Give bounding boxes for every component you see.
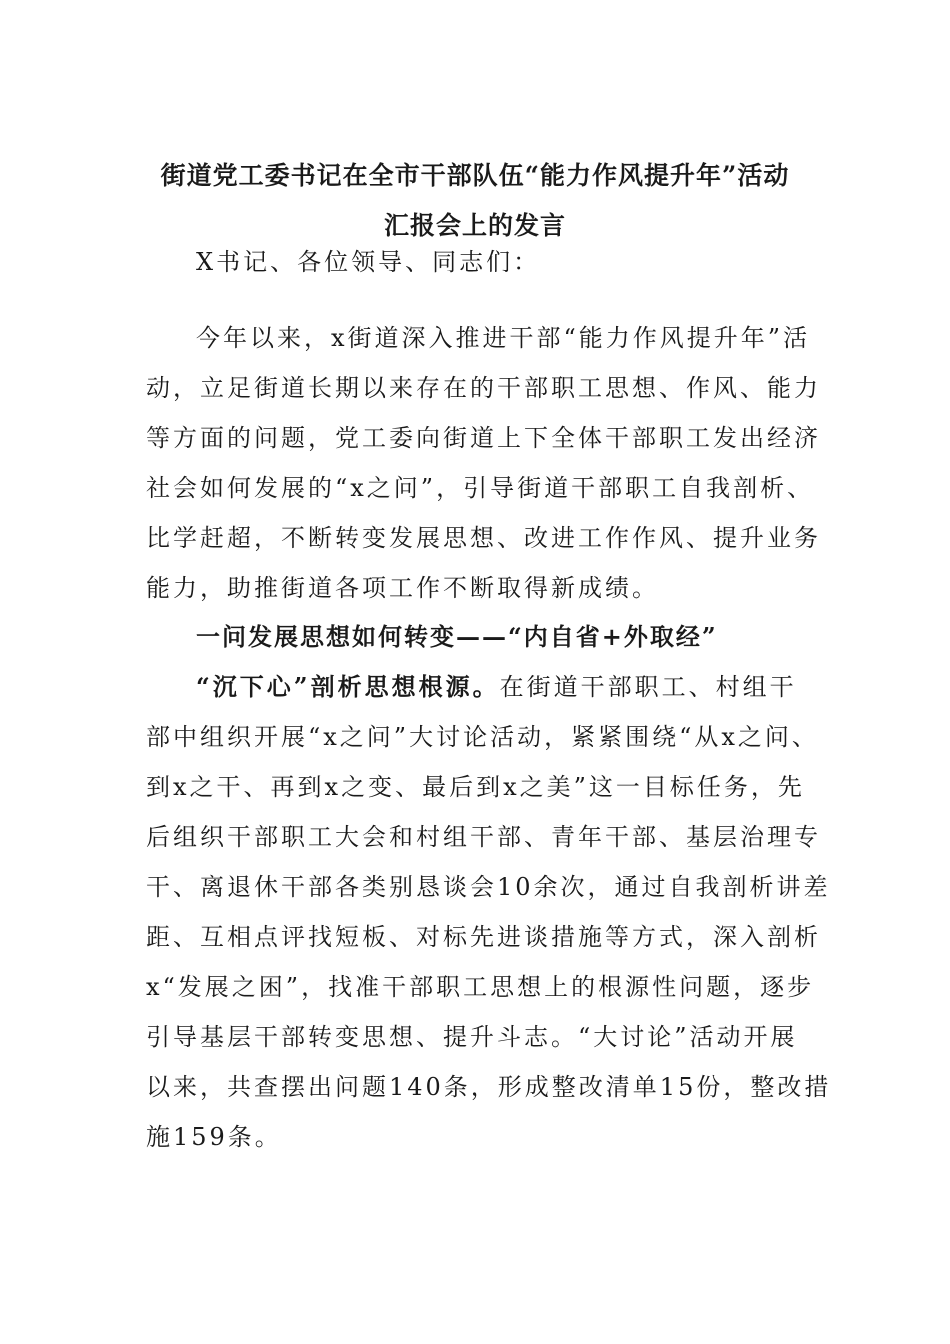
paragraph-line: 到x之干、再到x之变、最后到x之美”这一目标任务，先: [146, 773, 805, 801]
paragraph-line: 部中组织开展“x之问”大讨论活动，紧紧围绕“从x之问、: [146, 723, 819, 751]
paragraph-line: 等方面的问题，党工委向街道上下全体干部职工发出经济: [146, 424, 821, 452]
paragraph-line: 能力，助推街道各项工作不断取得新成绩。: [146, 574, 659, 602]
paragraph-line: 比学赶超，不断转变发展思想、改进工作作风、提升业务: [146, 524, 821, 552]
paragraph-line: 今年以来，x街道深入推进干部“能力作风提升年”活: [196, 324, 811, 352]
paragraph-line: 社会如何发展的“x之问”，引导街道干部职工自我剖析、: [146, 474, 815, 502]
paragraph-lead-phrase: “沉下心”剖析思想根源。: [196, 672, 500, 701]
paragraph-line: 距、互相点评找短板、对标先进谈措施等方式，深入剖析: [146, 923, 821, 951]
paragraph-section-1: [146, 662, 832, 1162]
paragraph-line: 施159条。: [146, 1123, 282, 1151]
paragraph-line: x“发展之困”，找准干部职工思想上的根源性问题，逐步: [146, 973, 815, 1001]
paragraph-line: 干、离退休干部各类别恳谈会10余次，通过自我剖析讲差: [146, 873, 831, 901]
paragraph-intro: [146, 313, 821, 613]
document-title-line-1: 街道党工委书记在全市干部队伍“能力作风提升年”活动: [160, 161, 790, 190]
salutation: X书记、各位领导、同志们：: [196, 248, 541, 276]
paragraph-line-rest: 在街道干部职工、村组干: [499, 673, 797, 701]
paragraph-line: 以来，共查摆出问题140条，形成整改清单15份，整改措: [146, 1073, 832, 1101]
section-heading-1: 一问发展思想如何转变——“内自省+外取经”: [196, 622, 718, 651]
paragraph-line: 后组织干部职工大会和村组干部、青年干部、基层治理专: [146, 823, 821, 851]
paragraph-line: 引导基层干部转变思想、提升斗志。“大讨论”活动开展: [146, 1023, 798, 1051]
paragraph-line: 动，立足街道长期以来存在的干部职工思想、作风、能力: [146, 374, 821, 402]
document-title-line-2: 汇报会上的发言: [383, 211, 566, 240]
paragraph-first-line: [146, 662, 806, 712]
